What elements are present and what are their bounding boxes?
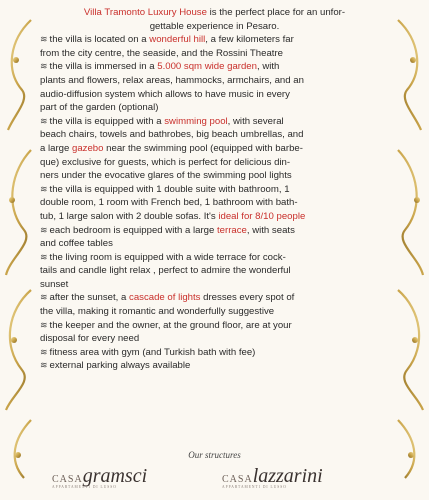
list-text: a large <box>40 142 72 154</box>
our-structures-label: Our structures <box>188 450 241 460</box>
logo-lazzarini-text: lazzarini <box>252 465 323 487</box>
highlight-text: swimming pool <box>164 115 228 127</box>
bullet-icon: ≋ <box>40 292 48 303</box>
list-text: the keeper and the owner, at the ground floor, are at your <box>49 319 292 331</box>
bullet-icon: ≋ <box>40 61 48 72</box>
list-item-line <box>40 115 389 129</box>
list-text: double room, 1 room with French bed, 1 bathroom with bath- <box>40 197 298 209</box>
casa-lazzarini-logo <box>222 465 323 489</box>
bullet-icon: ≋ <box>40 183 48 194</box>
list-text: the villa, making it romantic and wonderfully suggestive <box>40 306 275 318</box>
list-item-line <box>40 278 389 292</box>
list-text: , with several <box>227 115 284 127</box>
brand-name: Villa Tramonto Luxury House <box>83 7 207 18</box>
list-item-line <box>40 346 389 360</box>
list-text: the villa is located on a <box>49 34 150 46</box>
list-item-line <box>40 305 389 319</box>
intro-text: is the perfect place for an unfor- <box>206 7 346 18</box>
list-item-line <box>40 142 389 156</box>
highlight-text: gazebo <box>72 142 104 154</box>
list-item-line <box>40 128 389 142</box>
logo-gramsci-text: gramsci <box>82 465 148 487</box>
list-text: external parking always available <box>49 360 191 372</box>
logo-tagline: APPARTAMENTI DI LUSSO <box>52 485 117 489</box>
list-text: and coffee tables <box>40 238 113 250</box>
bullet-icon: ≋ <box>40 224 48 235</box>
logo-casa-text: CASA <box>222 474 253 485</box>
list-item-line <box>40 183 389 197</box>
list-text: tub, 1 large salon with 2 double sofas. It's <box>40 210 219 222</box>
list-text: the villa is equipped with 1 double suite with bathroom, 1 <box>49 183 290 195</box>
list-item-line <box>40 74 389 88</box>
list-text: audio-diffusion system which allows to have music in every <box>40 88 290 100</box>
highlight-text: cascade of lights <box>129 292 201 304</box>
intro-text-2: gettable experience in Pesaro. <box>149 20 280 32</box>
highlight-text: 5.000 sqm wide garden <box>157 61 257 73</box>
list-text: each bedroom is equipped with a large <box>49 224 218 236</box>
list-item-line <box>40 319 389 333</box>
list-item-line <box>40 210 389 224</box>
bullet-icon: ≋ <box>40 34 48 45</box>
highlight-text: wonderful hill <box>149 34 206 46</box>
intro-paragraph <box>40 6 389 33</box>
list-item-line <box>40 169 389 183</box>
list-text: sunset <box>40 278 69 290</box>
bullet-icon: ≋ <box>40 346 48 357</box>
list-item-line <box>40 196 389 210</box>
list-item-line <box>40 224 389 238</box>
list-text: fitness area with gym (and Turkish bath with fee) <box>49 346 256 358</box>
logo-tagline: APPARTAMENTI DI LUSSO <box>222 485 287 489</box>
list-item-line <box>40 47 389 61</box>
bullet-icon: ≋ <box>40 115 48 126</box>
list-text: dresses every spot of <box>200 292 295 304</box>
list-item-line <box>40 156 389 170</box>
list-text: , a few kilometers far <box>205 34 294 46</box>
list-text: disposal for every need <box>40 333 140 345</box>
left-ornament <box>0 0 40 500</box>
document-body <box>40 6 389 373</box>
list-item-line <box>40 88 389 102</box>
highlight-text: ideal for 8/10 people <box>218 210 306 222</box>
list-item-line <box>40 101 389 115</box>
highlight-text: terrace <box>217 224 247 236</box>
feature-list <box>40 33 389 373</box>
list-text: the living room is equipped with a wide terrace for cock- <box>49 251 286 263</box>
list-item-line <box>40 237 389 251</box>
list-text: the villa is immersed in a <box>49 61 158 73</box>
bullet-icon: ≋ <box>40 360 48 371</box>
list-text: part of the garden (optional) <box>40 102 159 114</box>
logo-casa-text: CASA <box>52 474 83 485</box>
casa-gramsci-logo <box>52 465 147 489</box>
right-ornament <box>389 0 429 500</box>
list-item-line <box>40 332 389 346</box>
list-text: tails and candle light relax , perfect to admire the wonderful <box>40 265 291 277</box>
list-text: beach chairs, towels and bathrobes, big beach umbrellas, and <box>40 129 304 141</box>
list-text: near the swimming pool (equipped with barbe- <box>103 142 303 154</box>
bullet-icon: ≋ <box>40 251 48 262</box>
list-item-line <box>40 291 389 305</box>
list-text: ners under the evocative glares of the swimming pool lights <box>40 170 292 182</box>
list-item-line <box>40 60 389 74</box>
list-text: after the sunset, a <box>49 292 130 304</box>
list-text: que) exclusive for guests, which is perfect for delicious din- <box>40 156 291 168</box>
bullet-icon: ≋ <box>40 319 48 330</box>
list-text: , with <box>256 61 280 73</box>
list-item-line <box>40 251 389 265</box>
list-text: , with seats <box>246 224 295 236</box>
list-text: the villa is equipped with a <box>49 115 165 127</box>
list-item-line <box>40 264 389 278</box>
list-item-line <box>40 33 389 47</box>
list-item-line <box>40 359 389 373</box>
list-text: from the city centre, the seaside, and the Rossini Theatre <box>40 47 283 59</box>
list-text: plants and flowers, relax areas, hammocks, armchairs, and an <box>40 74 304 86</box>
